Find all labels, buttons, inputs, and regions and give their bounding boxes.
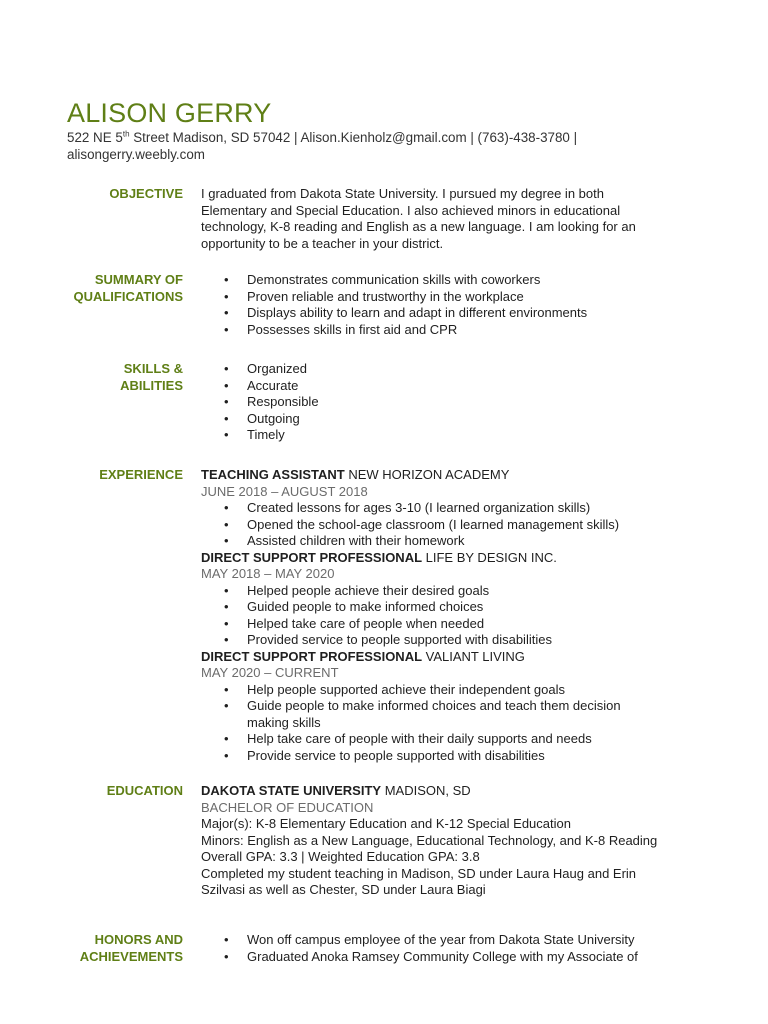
honors-content — [201, 932, 661, 965]
job-position: DIRECT SUPPORT PROFESSIONAL — [201, 549, 423, 565]
summary-content — [201, 272, 661, 338]
summary-list — [201, 272, 661, 338]
job-entry — [201, 467, 661, 550]
experience-heading — [33, 467, 183, 484]
skills-heading-line-1: SKILLS & — [123, 361, 183, 376]
school-name: DAKOTA STATE UNIVERSITY — [201, 783, 382, 798]
honors-heading — [33, 932, 183, 965]
skills-heading — [33, 361, 183, 394]
job-dates: MAY 2018 – MAY 2020 — [201, 566, 335, 581]
list-item: • Helped take care of people when needed — [201, 616, 661, 633]
job-position: DIRECT SUPPORT PROFESSIONAL — [201, 648, 423, 664]
education-heading — [33, 783, 183, 800]
job-title — [201, 550, 661, 567]
student-teaching: Completed my student teaching in Madison, SD under Laura Haug and Erin Szilvasi as well as Chester, SD under Laura Biagi — [201, 865, 637, 897]
list-item: • Organized — [201, 361, 661, 378]
objective-heading-text: OBJECTIVE — [109, 186, 183, 201]
job-position: TEACHING ASSISTANT — [201, 467, 345, 482]
job-title — [201, 467, 661, 484]
school-location: MADISON, SD — [381, 783, 471, 798]
list-item: • Possesses skills in first aid and CPR — [201, 322, 661, 339]
list-item: • Timely — [201, 427, 661, 444]
job-duties — [201, 500, 661, 550]
list-item: • Demonstrates communication skills with coworkers — [201, 272, 661, 289]
resume-name: ALISON GERRY — [67, 98, 272, 128]
list-item: • Opened the school-age classroom (I learned management skills) — [201, 517, 661, 534]
job-employer: NEW HORIZON ACADEMY — [344, 467, 510, 482]
education-content — [201, 783, 661, 899]
job-employer: LIFE BY DESIGN INC. — [422, 549, 557, 565]
skills-heading-line-2: ABILITIES — [120, 377, 183, 393]
list-item: • Proven reliable and trustworthy in the workplace — [201, 289, 661, 306]
job-duties — [201, 583, 661, 649]
degree: BACHELOR OF EDUCATION — [201, 799, 374, 815]
job-dates: JUNE 2018 – AUGUST 2018 — [201, 483, 368, 499]
list-item: • Guide people to make informed choices and teach them decision making skills — [201, 698, 661, 731]
school-title — [201, 783, 661, 800]
experience-content — [201, 467, 661, 764]
list-item: • Assisted children with their homework — [201, 533, 661, 550]
list-item: • Provide service to people supported with disabilities — [201, 748, 661, 765]
job-dates: MAY 2020 – CURRENT — [201, 665, 339, 680]
list-item: • Guided people to make informed choices — [201, 599, 661, 616]
contact-address-start: 522 NE 5 — [67, 130, 123, 145]
honors-heading-line-2: ACHIEVEMENTS — [79, 948, 183, 964]
list-item: • Helped people achieve their desired goals — [201, 583, 661, 600]
education-heading-text: EDUCATION — [106, 783, 183, 798]
gpa: Overall GPA: 3.3 | Weighted Education GPA: 3.8 — [201, 849, 480, 864]
list-item: • Won off campus employee of the year from Dakota State University — [201, 932, 661, 949]
experience-heading-text: EXPERIENCE — [99, 467, 183, 482]
contact-address-ordinal: th — [122, 129, 130, 139]
list-item: • Created lessons for ages 3-10 (I learned organization skills) — [201, 500, 661, 517]
skills-content — [201, 361, 661, 444]
summary-heading-line-1: SUMMARY OF — [94, 272, 183, 287]
summary-heading-line-2: QUALIFICATIONS — [73, 288, 183, 304]
job-title — [201, 649, 661, 666]
list-item: • Responsible — [201, 394, 661, 411]
list-item: • Outgoing — [201, 411, 661, 428]
skills-list — [201, 361, 661, 444]
honors-heading-line-1: HONORS AND — [94, 932, 183, 947]
job-employer: VALIANT LIVING — [422, 648, 525, 664]
contact-address-rest: Street Madison, SD 57042 | Alison.Kienholz@gmail.com | (763)-438-3780 | — [129, 130, 578, 145]
list-item: • Provided service to people supported with disabilities — [201, 632, 661, 649]
minors: Minors: English as a New Language, Educational Technology, and K-8 Reading — [201, 832, 658, 848]
majors: Major(s): K-8 Elementary Education and K-12 Special Education — [201, 816, 571, 831]
contact-info — [67, 129, 627, 163]
contact-website: alisongerry.weebly.com — [67, 147, 205, 162]
list-item: • Help take care of people with their daily supports and needs — [201, 731, 661, 748]
list-item: • Accurate — [201, 378, 661, 395]
objective-text: I graduated from Dakota State University. I pursued my degree in both Elementary and Special Education. I also achieved minors in educational technology, K-8 reading and English as a new language. I am looking for an opportunity to be a teacher in your district. — [201, 186, 636, 251]
job-entry — [201, 550, 661, 649]
summary-heading — [33, 272, 183, 305]
honors-list — [201, 932, 661, 965]
list-item: • Help people supported achieve their independent goals — [201, 682, 661, 699]
job-duties — [201, 682, 661, 765]
job-entry — [201, 649, 661, 765]
objective-heading — [33, 186, 183, 203]
list-item: • Graduated Anoka Ramsey Community College with my Associate of — [201, 949, 661, 966]
list-item: • Displays ability to learn and adapt in different environments — [201, 305, 661, 322]
